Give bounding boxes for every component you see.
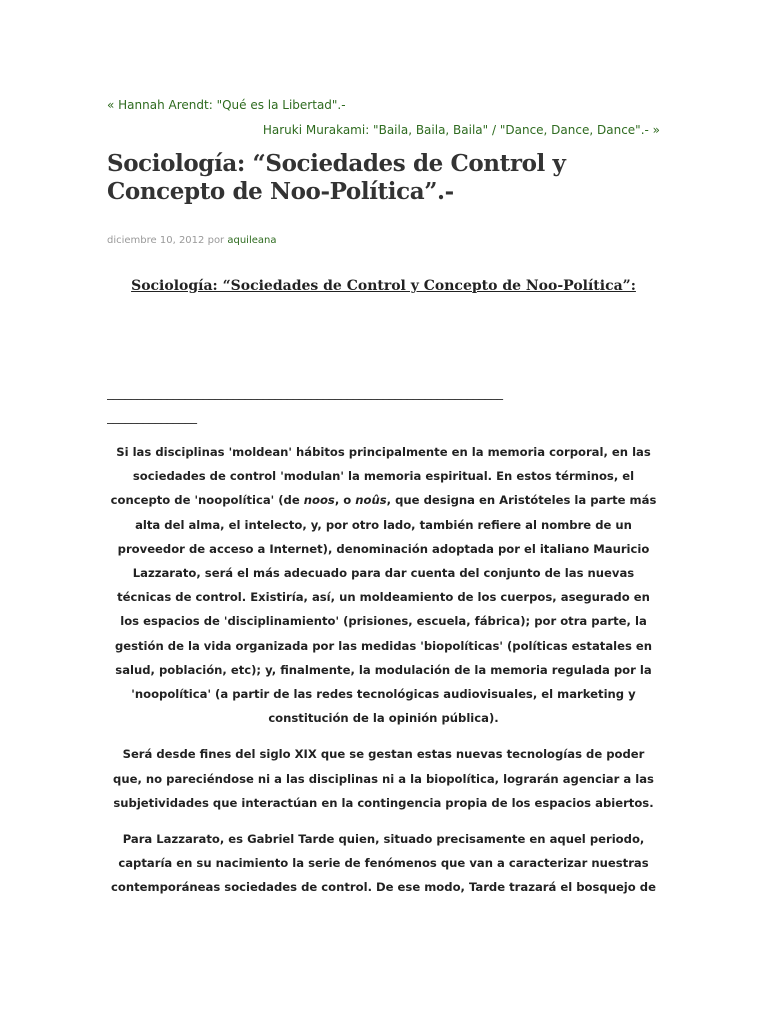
term-noos: noos: [303, 493, 335, 508]
paragraph-1-part-b: , o: [334, 493, 356, 508]
post-by: por: [207, 235, 225, 246]
paragraph-3: Para Lazzarato, es Gabriel Tarde quien, situado precisamente en aquel periodo, captaría en su nacimiento la serie de fenómenos que van a caracterizar nuestras contemporáneas sociedades de control. De ese modo, Tarde trazará el bosquejo de: [111, 832, 656, 895]
paragraph-1-part-a: Si las disciplinas 'moldean' hábitos principalmente en la memoria corporal, en las sociedades de control 'modulan' la memoria espiritual. En estos términos, el concepto de 'noopolítica' (de: [110, 445, 651, 508]
post-body: [107, 440, 660, 912]
paragraph-1-part-c: , que designa en Aristóteles la parte más alta del alma, el intelecto, y, por otro lado, también refiere al nombre de un proveedor de acceso a Internet), denominación adoptada por el italiano Mauricio Lazzarato, será el más adecuado para dar cuenta del conjunto de las nuevas técnicas de control. Existiría, así, un moldeamiento de los cuerpos, asegurado en los espacios de 'disciplinamiento' (prisiones, escuela, fábrica); por otra parte, la gestión de la vida organizada por las medidas 'biopolíticas' (políticas estatales en salud, población, etc); y, finalmente, la modulación de la memoria regulada por la 'noopolítica' (a partir de las redes tecnológicas audiovisuales, el marketing y constitución de la opinión pública).: [114, 493, 657, 726]
post-sub-heading: Sociología: “Sociedades de Control y Concepto de Noo-Política”:: [131, 278, 636, 294]
separator-line: __________________________________________________________________: [107, 386, 503, 400]
paragraph-2: Será desde fines del siglo XIX que se gestan estas nuevas tecnologías de poder que, no pareciéndose ni a las disciplinas ni a la biopolítica, lograrán agenciar a las subjetividades que interactúan en la contingencia propia de los espacios abiertos.: [113, 747, 654, 810]
post-date: diciembre 10, 2012: [107, 235, 205, 246]
post-title: Sociología: “Sociedades de Control y Concepto de Noo-Política”.-: [107, 150, 566, 205]
post-meta: [107, 235, 276, 246]
paragraph-1: [107, 440, 660, 730]
next-post-link[interactable]: Haruki Murakami: "Baila, Baila, Baila" / "Dance, Dance, Dance".- »: [262, 123, 660, 137]
author-link[interactable]: aquileana: [227, 235, 277, 246]
separator-line-continuation: _______________: [107, 410, 197, 424]
previous-post-link[interactable]: « Hannah Arendt: "Qué es la Libertad".-: [107, 98, 346, 112]
term-nous: noûs: [355, 493, 387, 508]
